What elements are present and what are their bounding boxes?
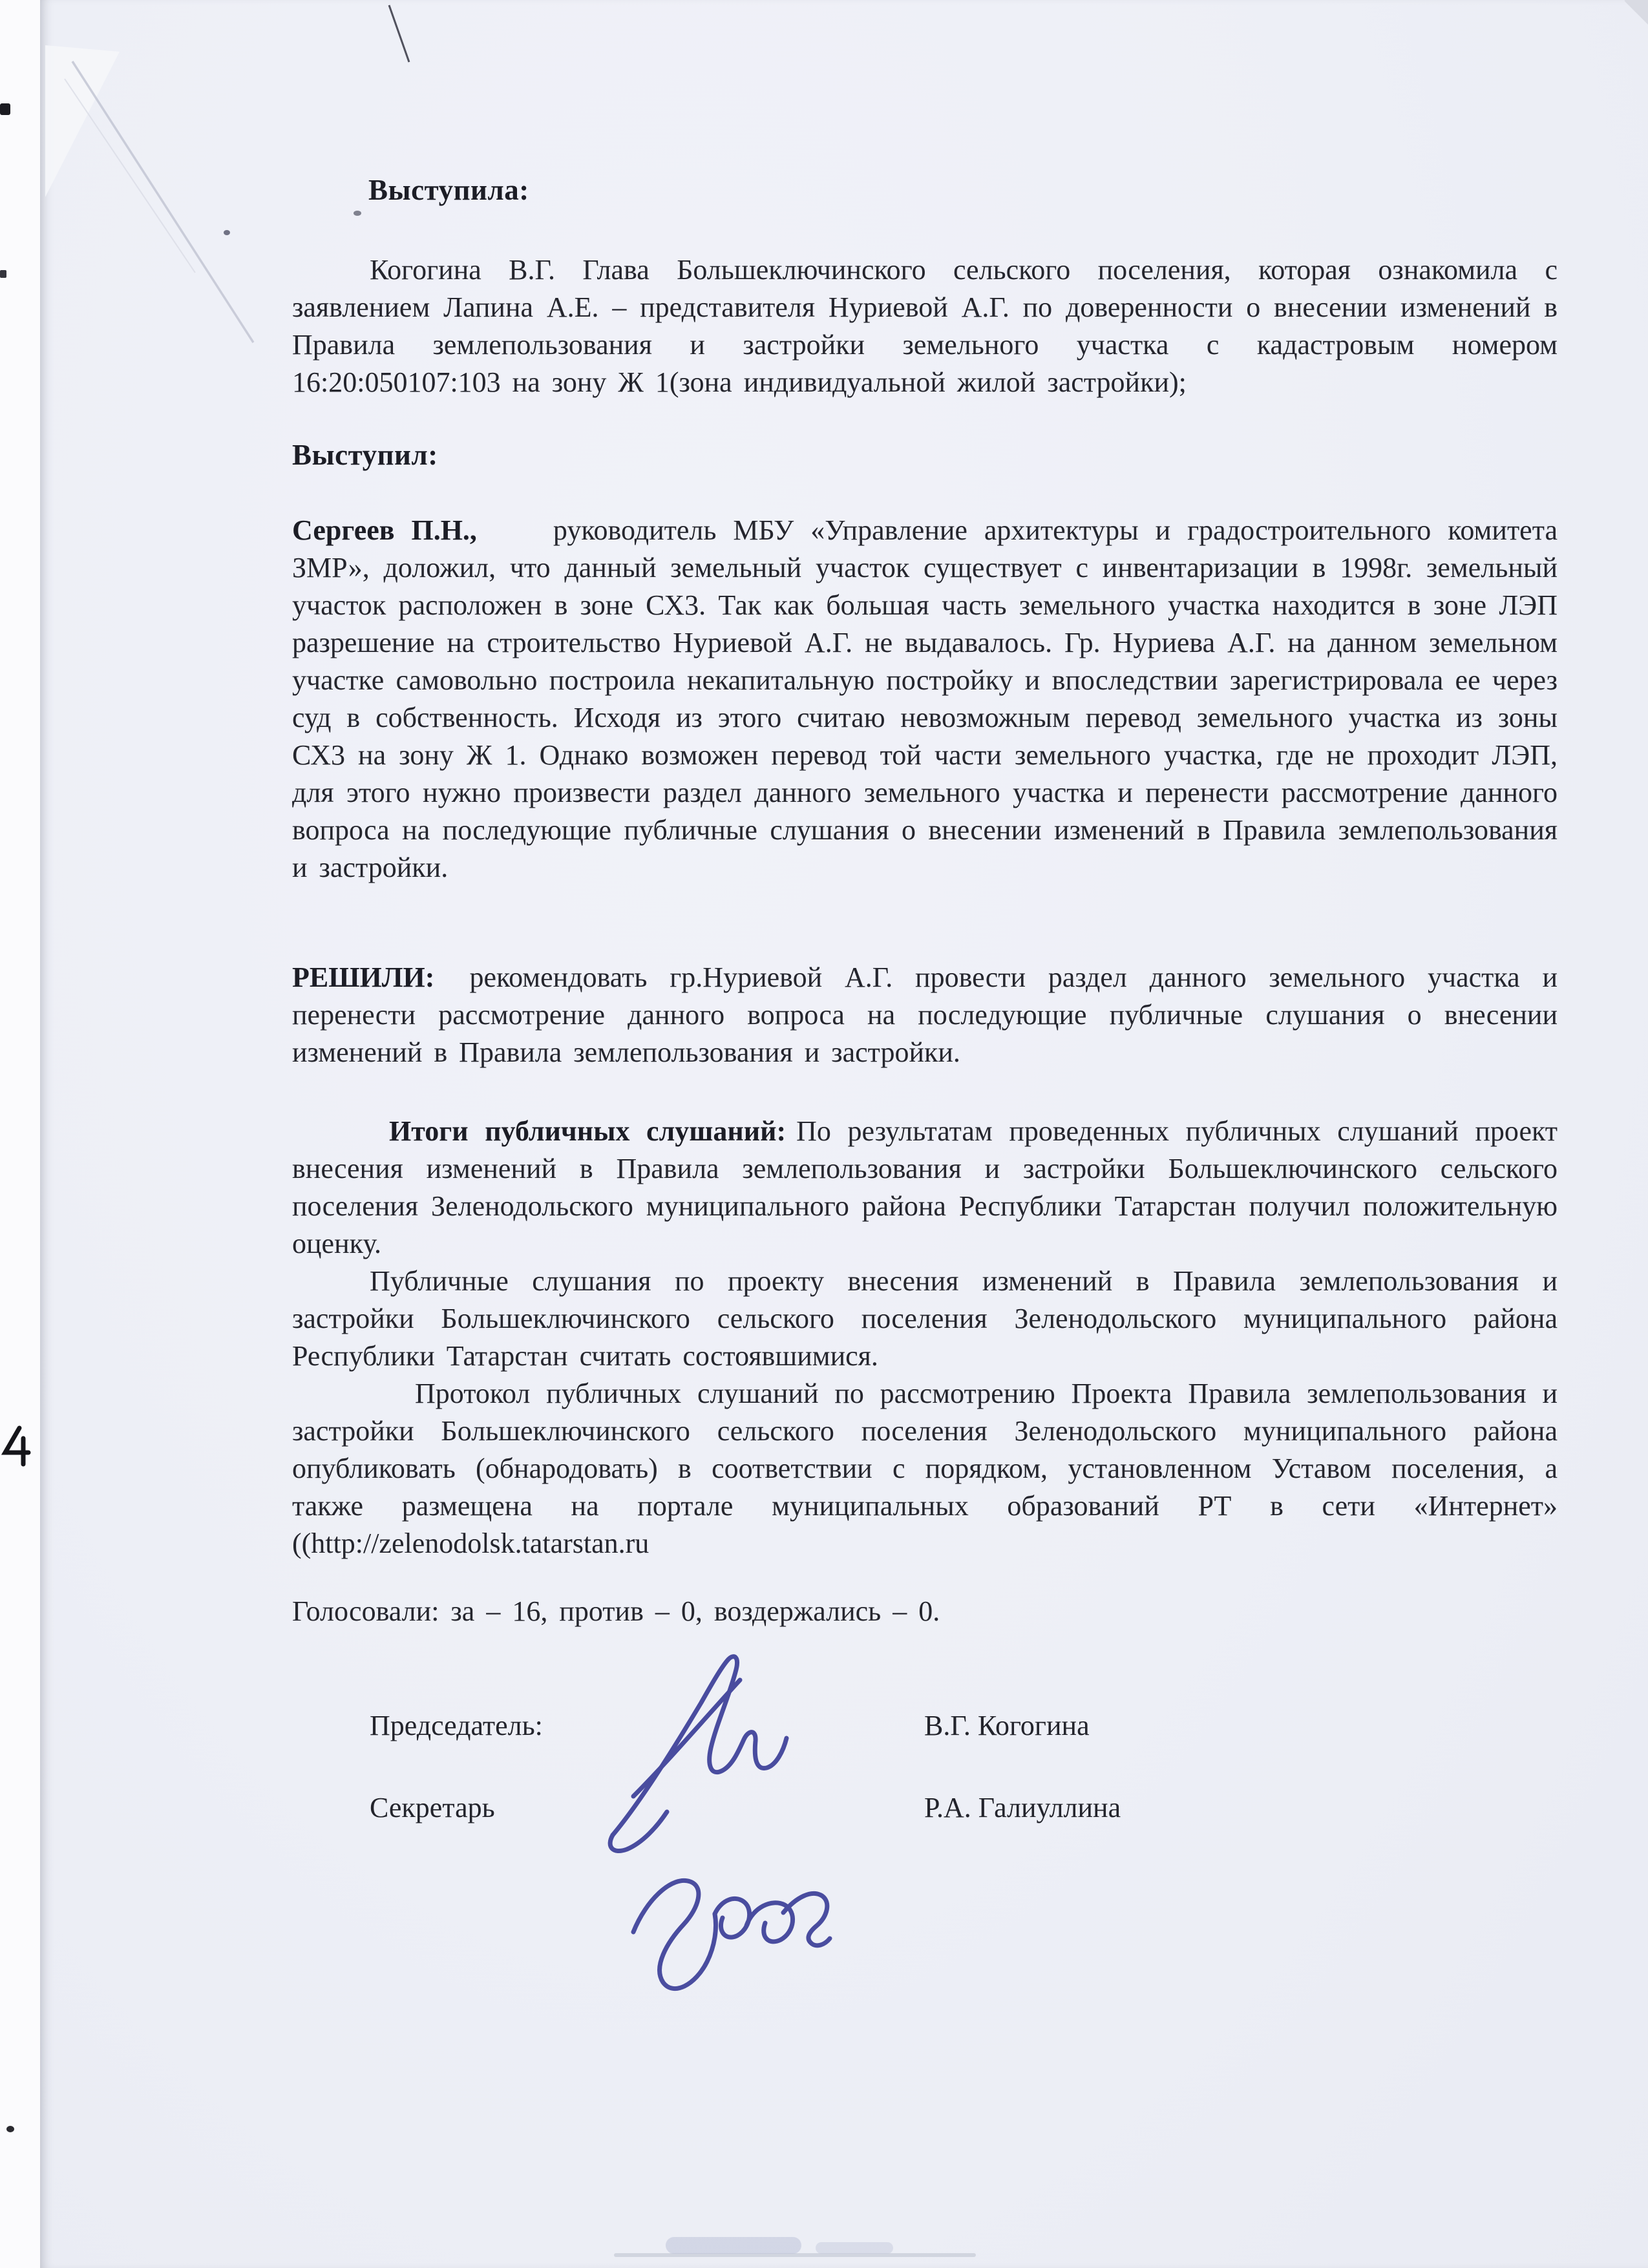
edge-mark-mid: [0, 270, 6, 278]
edge-mark-top: [0, 103, 10, 115]
hearing-results-label: Итоги публичных слушаний:: [389, 1115, 787, 1147]
corner-shade-topright: [1625, 0, 1648, 37]
paragraph-sergeev-statement: [292, 512, 1558, 887]
votes-line: Голосовали: за – 16, против – 0, воздержались – 0.: [292, 1595, 940, 1627]
secretary-signature: [614, 1835, 847, 2003]
speaker-name-sergeev: Сергеев П.Н.,: [292, 514, 477, 546]
paragraph-hearing-results: [292, 1113, 1558, 1263]
heading-spoke-female: Выступила:: [368, 174, 529, 206]
paragraph-decision: [292, 959, 1558, 1071]
chairman-label: Председатель:: [370, 1710, 543, 1741]
secretary-signature-row: [292, 1789, 1558, 1827]
hearing-results-text: По результатам проведенных публичных слушаний проект внесения изменений в Правила землепользования и застройки Большеключинского сельского поселения Зеленодольского муниципального района Республики Татарстан получил положительную оценку.: [292, 1115, 1558, 1259]
decision-label: РЕШИЛИ:: [292, 961, 435, 993]
secretary-name: Р.А. Галиуллина: [924, 1792, 1121, 1823]
paragraph-kogogina-statement: Когогина В.Г. Глава Большеключинского сельского поселения, которая ознакомила с заявлением Лапина А.Е. – представителя Нуриевой А.Г. по доверенности о внесении изменений в Правила землепользования и застройки земельного участка с кадастровым номером 16:20:050107:103 на зону Ж 1(зона индивидуальной жилой застройки);: [292, 254, 1558, 398]
chairman-signature: [595, 1641, 821, 1854]
heading-spoke-male: Выступил:: [292, 439, 438, 471]
paragraph-hearings-held: Публичные слушания по проекту внесения изменений в Правила землепользования и застройки Большеключинского сельского поселения Зеленодольского муниципального района Республики Татарстан считать состоявшимися.: [292, 1265, 1558, 1372]
document-content: [292, 0, 1558, 2268]
edge-mark-bottom: [6, 2126, 14, 2132]
secretary-label: Секретарь: [370, 1792, 495, 1823]
chairman-name: В.Г. Когогина: [924, 1710, 1090, 1741]
paragraph-sergeev-text: руководитель МБУ «Управление архитектуры и градостроительного комитета ЗМР», доложил, что данный земельный участок существует с инвентаризации в 1998г. земельный участок расположен в зоне СХ3. Так как большая часть земельного участка находится в зоне ЛЭП разрешение на строительство Нуриевой А.Г. не выдавалось. Гр. Нуриева А.Г. на данном земельном участке самовольно построила некапитальную постройку и впоследствии зарегистрировала ее через суд в собственность. Исходя из этого считаю невозможным перевод земельного участка из зоны СХ3 на зону Ж 1. Однако возможен перевод той части земельного участка, где не проходит ЛЭП, для этого нужно произвести раздел данного земельного участка и перенести рассмотрение данного вопроса на последующие публичные слушания о внесении изменений в Правила землепользования и застройки.: [292, 514, 1558, 883]
chairman-signature-row: [292, 1707, 1558, 1745]
decision-text: рекомендовать гр.Нуриевой А.Г. провести раздел данного земельного участка и перенести рассмотрение данного вопроса на последующие публичные слушания о внесении изменений в Правила землепользования и застройки.: [292, 961, 1558, 1068]
edge-mark-numeral: [0, 1422, 39, 1473]
paragraph-protocol-publication: Протокол публичных слушаний по рассмотрению Проекта Правила землепользования и застройки Большеключинского сельского поселения Зеленодольского муниципального района опубликовать (обнародовать) в соответствии с порядком, установленном Уставом поселения, а также размещена на портале муниципальных образований РТ в сети «Интернет» ((http://zelenodolsk.tatarstan.ru: [292, 1378, 1558, 1559]
